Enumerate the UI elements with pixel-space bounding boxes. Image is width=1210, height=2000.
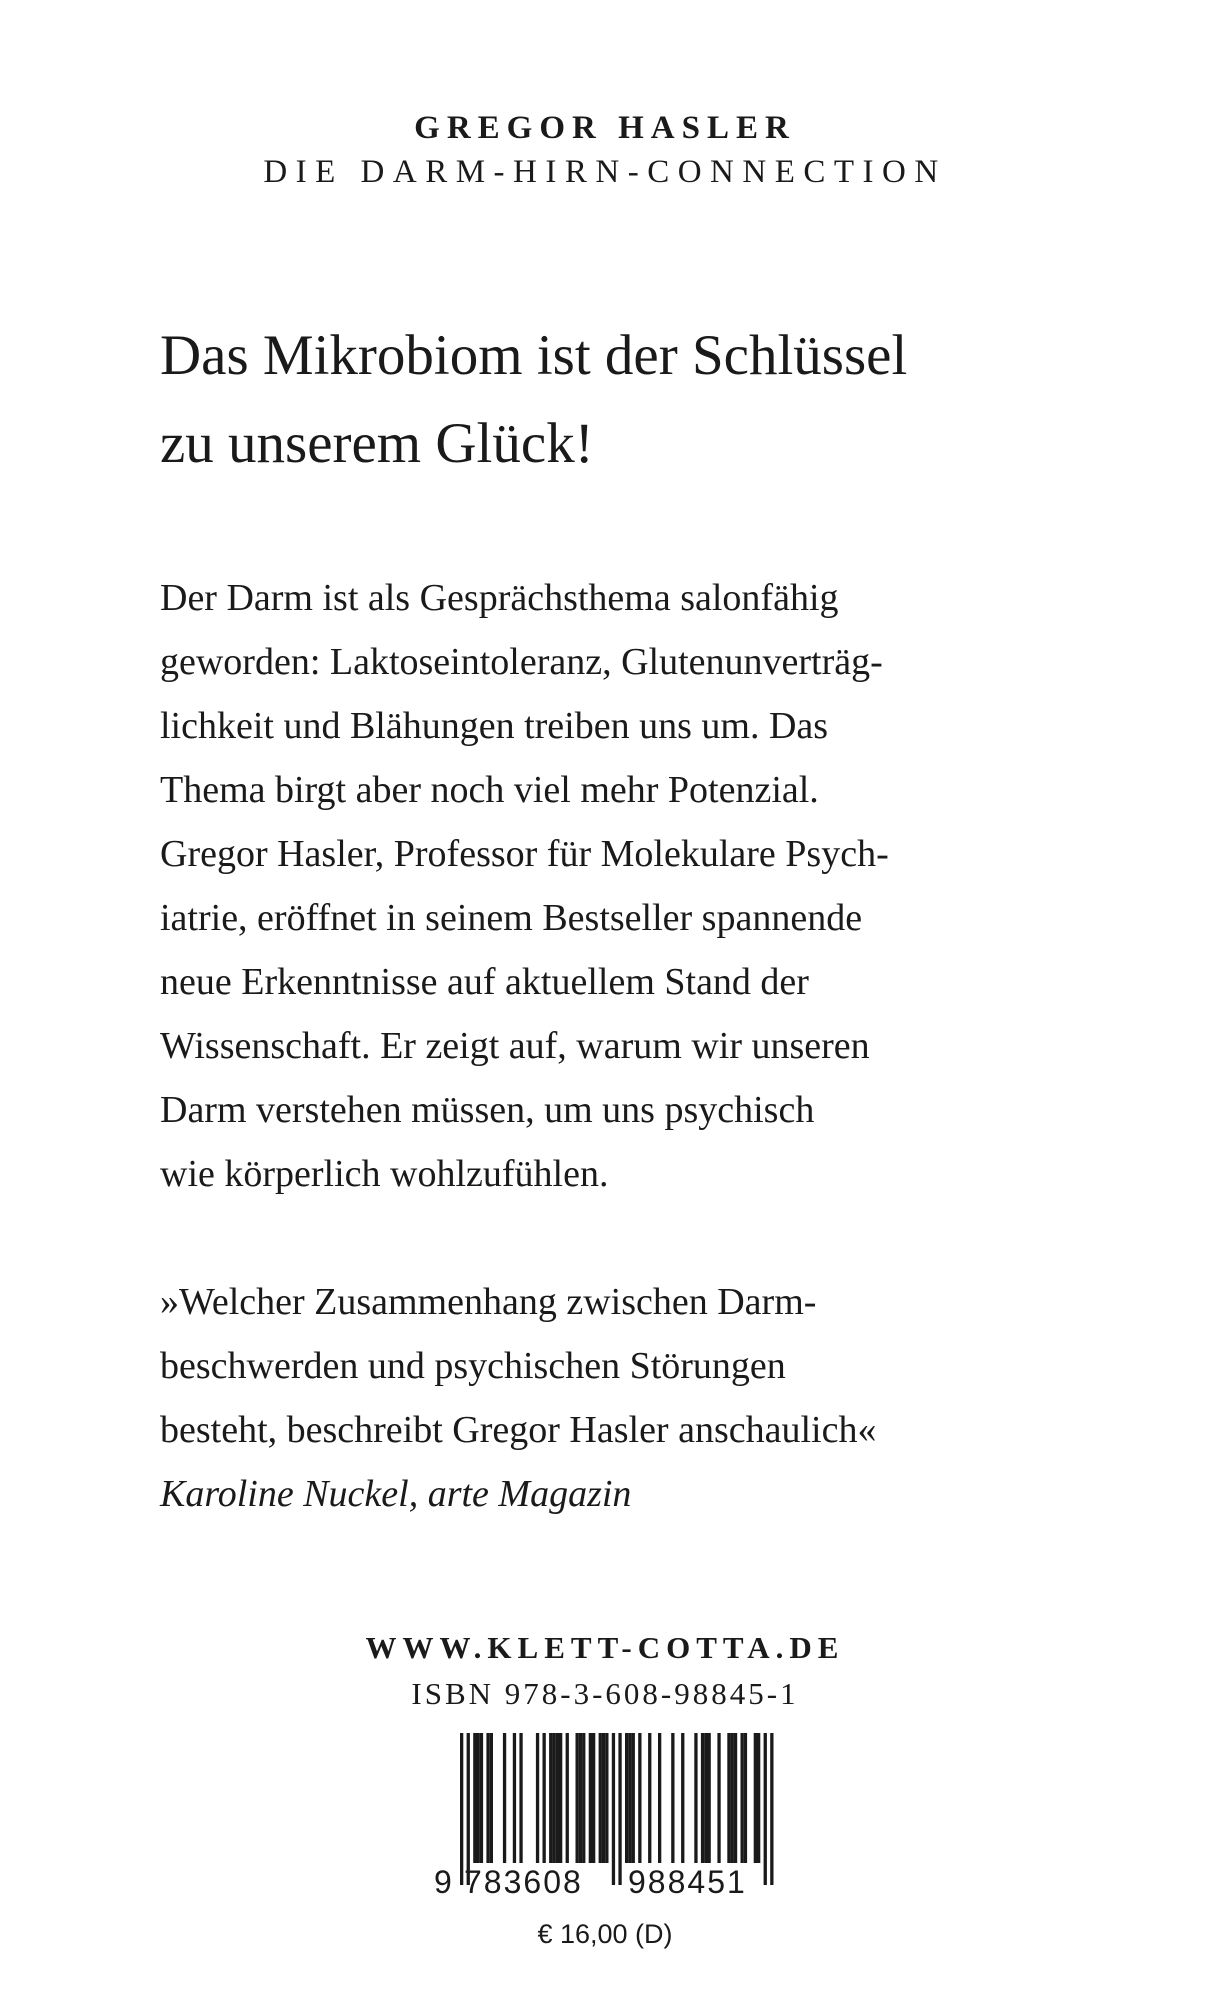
barcode-left-group: 783608: [464, 1864, 583, 1900]
blurb-line: Gregor Hasler, Professor für Molekulare Psych-: [160, 833, 889, 875]
quote-line: beschwerden und psychischen Störungen: [160, 1345, 786, 1387]
barcode-bar: [480, 1733, 483, 1863]
blurb-line: wie körperlich wohlzufühlen.: [160, 1153, 609, 1195]
barcode-bar: [576, 1733, 579, 1863]
book-title: DIE DARM-HIRN-CONNECTION: [263, 154, 947, 190]
blurb-line: Thema birgt aber noch viel mehr Potenzial.: [160, 769, 819, 811]
barcode-bar: [602, 1733, 605, 1863]
barcode-bar: [513, 1733, 516, 1863]
barcode-bar: [582, 1733, 585, 1863]
isbn-number: ISBN 978-3-608-98845-1: [411, 1676, 799, 1711]
headline: [160, 312, 1060, 488]
barcode-bar: [490, 1733, 493, 1863]
barcode-bar: [552, 1733, 555, 1863]
barcode-bar: [589, 1733, 592, 1863]
barcode-bar: [671, 1733, 674, 1863]
barcode-bar: [741, 1733, 744, 1863]
review-quote: [160, 1270, 1090, 1462]
publisher-website: WWW.KLETT-COTTA.DE: [365, 1630, 845, 1665]
barcode-bar: [731, 1733, 734, 1863]
author-name: GREGOR HASLER: [414, 110, 796, 146]
barcode-bar: [549, 1733, 552, 1863]
barcode-bar: [757, 1733, 760, 1863]
barcode-bar: [473, 1733, 476, 1863]
quote-line: »Welcher Zusammenhang zwischen Darm-: [160, 1281, 817, 1323]
barcode-bar: [477, 1733, 480, 1863]
barcode-bar: [704, 1733, 707, 1863]
barcode-guard-bar: [460, 1733, 463, 1885]
barcode-bar: [605, 1733, 608, 1863]
barcode-guard-bar: [618, 1733, 621, 1885]
barcode-bar: [681, 1733, 684, 1863]
barcode-bar: [599, 1733, 602, 1863]
barcode-guard-bar: [764, 1733, 767, 1885]
barcode-bar: [543, 1733, 546, 1863]
blurb-line: lichkeit und Blähungen treiben uns um. Das: [160, 705, 829, 747]
barcode-bar: [648, 1733, 651, 1863]
barcode-bar: [592, 1733, 595, 1863]
barcode-bar: [556, 1733, 559, 1863]
barcode-bar: [734, 1733, 737, 1863]
barcode-right-group: 988451: [628, 1864, 747, 1900]
quote-source: Karoline Nuckel, arte Magazin: [160, 1473, 632, 1515]
blurb-line: geworden: Laktoseintoleranz, Glutenunverträg-: [160, 641, 883, 683]
barcode-bar: [701, 1733, 704, 1863]
headline-line: zu unserem Glück!: [160, 412, 594, 475]
barcode-bar: [536, 1733, 539, 1863]
barcode-guard-bar: [612, 1733, 615, 1885]
quote-line: besteht, beschreibt Gregor Hasler anschaulich«: [160, 1409, 877, 1451]
barcode-bar: [579, 1733, 582, 1863]
barcode-bar: [486, 1733, 489, 1863]
headline-line: Das Mikrobiom ist der Schlüssel: [160, 324, 908, 387]
blurb-line: Darm verstehen müssen, um uns psychisch: [160, 1089, 815, 1131]
barcode-lead-digit: 9: [434, 1864, 452, 1900]
barcode-bar: [559, 1733, 562, 1863]
barcode-bar: [744, 1733, 747, 1863]
blurb-line: neue Erkenntnisse auf aktuellem Stand der: [160, 961, 809, 1003]
barcode-bar: [727, 1733, 730, 1863]
barcode-bar: [503, 1733, 506, 1863]
barcode-bar: [566, 1733, 569, 1863]
barcode-bar: [632, 1733, 635, 1863]
barcode-bar: [694, 1733, 697, 1863]
barcode-bar: [519, 1733, 522, 1863]
blurb-line: Wissenschaft. Er zeigt auf, warum wir unseren: [160, 1025, 870, 1067]
barcode-bar: [754, 1733, 757, 1863]
blurb-paragraph: [160, 566, 1090, 1206]
blurb-line: iatrie, eröffnet in seinem Bestseller spannende: [160, 897, 863, 939]
barcode-bar: [638, 1733, 641, 1863]
blurb-line: Der Darm ist als Gesprächsthema salonfähig: [160, 577, 839, 619]
barcode-bar: [658, 1733, 661, 1863]
barcode-bar: [717, 1733, 720, 1863]
barcode-guard-bar: [770, 1733, 773, 1885]
price-label: € 16,00 (D): [537, 1919, 673, 1949]
barcode-bar: [628, 1733, 631, 1863]
barcode-bar: [708, 1733, 711, 1863]
barcode-bar: [625, 1733, 628, 1863]
